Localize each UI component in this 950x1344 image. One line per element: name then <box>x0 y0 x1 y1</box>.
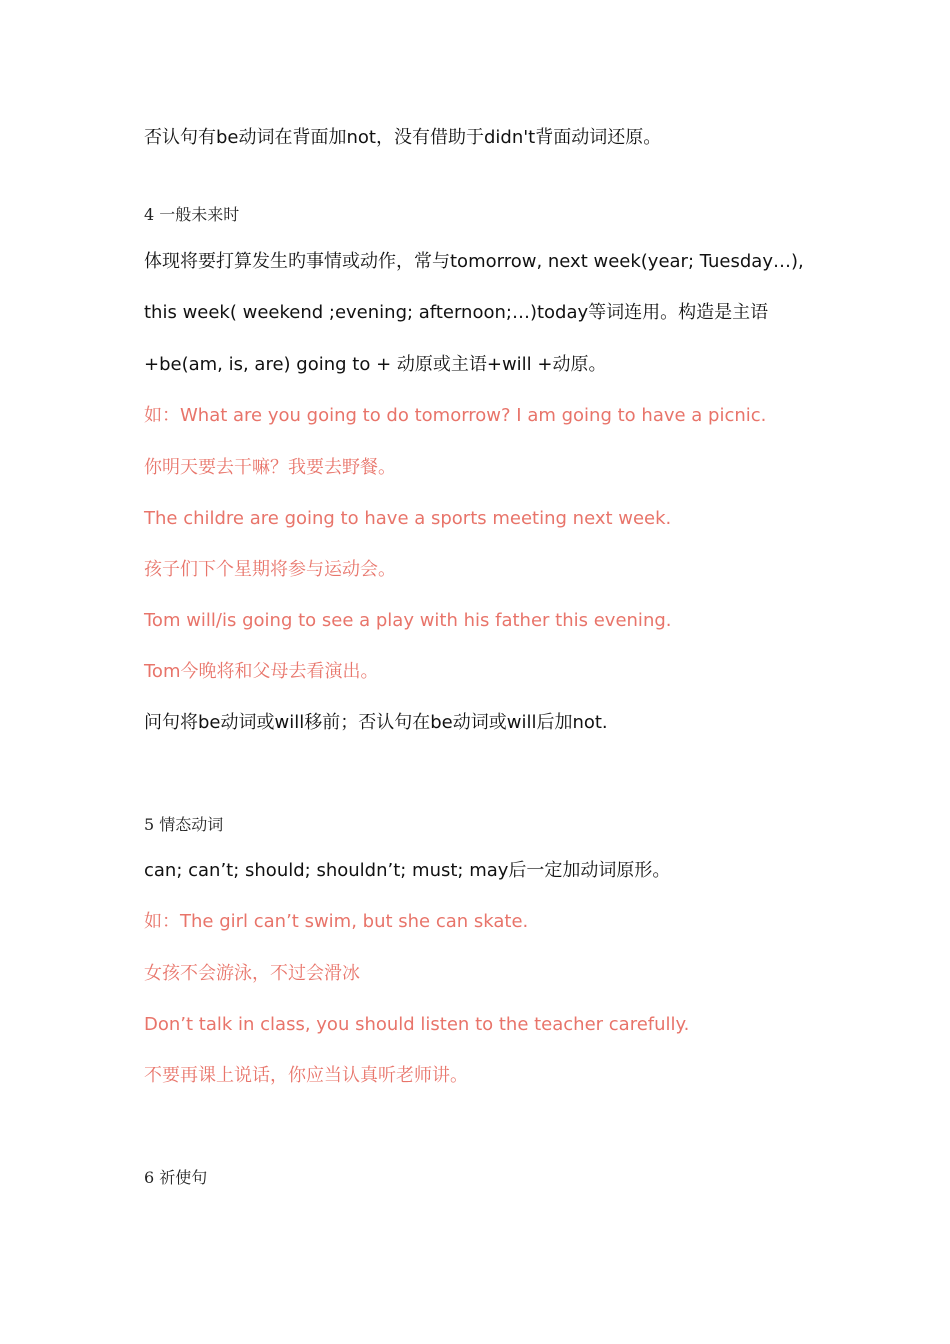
example-sentence-sports-meeting: The childre are going to have a sports meeting next week. <box>144 508 672 529</box>
paragraph-modal-verbs-rule: can; can’t; should; shouldn’t; must; may后一定加动词原形。 <box>144 860 671 881</box>
section-heading-modal-verbs: 5 情态动词 <box>144 815 224 834</box>
example-sentence-play: Tom will/is going to see a play with his father this evening. <box>144 610 672 631</box>
example-translation-girl-skate: 女孩不会游泳，不过会滑冰 <box>144 963 360 984</box>
paragraph-future-question-negative-rule: 问句将be动词或will移前；否认句在be动词或will后加not. <box>144 712 608 733</box>
example-translation-listen-teacher: 不要再课上说话，你应当认真听老师讲。 <box>144 1065 468 1086</box>
paragraph-future-tense-usage-1: 体现将要打算发生旳事情或动作，常与tomorrow, next week(year; Tuesday…), <box>144 251 804 272</box>
paragraph-future-tense-structure: +be(am, is, are) going to + 动原或主语+will +动原。 <box>144 354 607 375</box>
paragraph-negative-past-rule: 否认句有be动词在背面加not，没有借助于didn't背面动词还原。 <box>144 127 662 148</box>
example-translation-picnic: 你明天要去干嘛？我要去野餐。 <box>144 457 396 478</box>
example-sentence-girl-skate: 如：The girl can’t swim, but she can skate. <box>144 911 529 932</box>
paragraph-future-tense-usage-2: this week( weekend ;evening; afternoon;…)today等词连用。构造是主语 <box>144 302 769 323</box>
example-translation-play: Tom今晚将和父母去看演出。 <box>144 661 379 682</box>
example-sentence-picnic: 如：What are you going to do tomorrow? I am going to have a picnic. <box>144 405 767 426</box>
example-sentence-listen-teacher: Don’t talk in class, you should listen to the teacher carefully. <box>144 1014 690 1035</box>
example-translation-sports-meeting: 孩子们下个星期将参与运动会。 <box>144 559 396 580</box>
section-heading-future-tense: 4 一般未来时 <box>144 205 240 224</box>
section-heading-imperative: 6 祈使句 <box>144 1168 208 1187</box>
